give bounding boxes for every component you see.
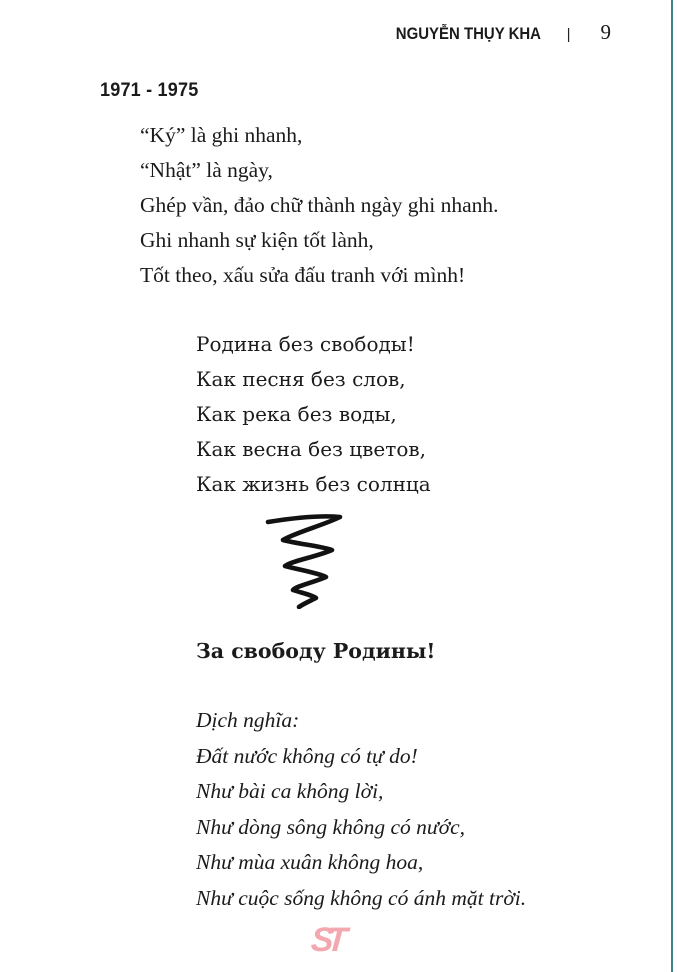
poem-line: Как жизнь без солнца xyxy=(196,472,431,496)
publisher-logo: ST xyxy=(309,921,342,959)
poem-line: “Ký” là ghi nhanh, xyxy=(140,123,303,147)
russian-slogan: За свободу Родины! xyxy=(196,639,436,663)
section-date-title: 1971 - 1975 xyxy=(100,80,199,101)
page-edge-rule xyxy=(671,0,673,972)
poem-line: Ghép vần, đảo chữ thành ngày ghi nhanh. xyxy=(140,193,499,217)
poem-line: Tốt theo, xấu sửa đấu tranh với mình! xyxy=(140,263,466,287)
poem-line: Родина без свободы! xyxy=(196,332,415,356)
translation-block xyxy=(196,703,526,916)
translation-line: Như bài ca không lời, xyxy=(196,779,384,803)
page-header xyxy=(376,20,611,45)
translation-line: Như mùa xuân không hoa, xyxy=(196,850,424,874)
scribble-doodle-icon xyxy=(258,509,350,609)
vietnamese-poem xyxy=(140,118,499,293)
author-name: NGUYỄN THỤY KHA xyxy=(395,24,541,43)
poem-line: Как песня без слов, xyxy=(196,367,406,391)
translation-line: Như cuộc sống không có ánh mặt trời. xyxy=(196,885,527,910)
translation-line: Dịch nghĩa: xyxy=(196,708,300,732)
header-separator: | xyxy=(566,26,571,43)
poem-line: “Nhật” là ngày, xyxy=(140,158,273,182)
translation-line: Đất nước không có tự do! xyxy=(196,743,418,768)
russian-poem xyxy=(196,327,431,502)
poem-line: Ghi nhanh sự kiện tốt lành, xyxy=(140,228,374,252)
page-number: 9 xyxy=(600,20,611,44)
poem-line: Как река без воды, xyxy=(196,402,397,426)
poem-line: Как весна без цветов, xyxy=(196,437,426,461)
translation-line: Như dòng sông không có nước, xyxy=(196,814,466,839)
